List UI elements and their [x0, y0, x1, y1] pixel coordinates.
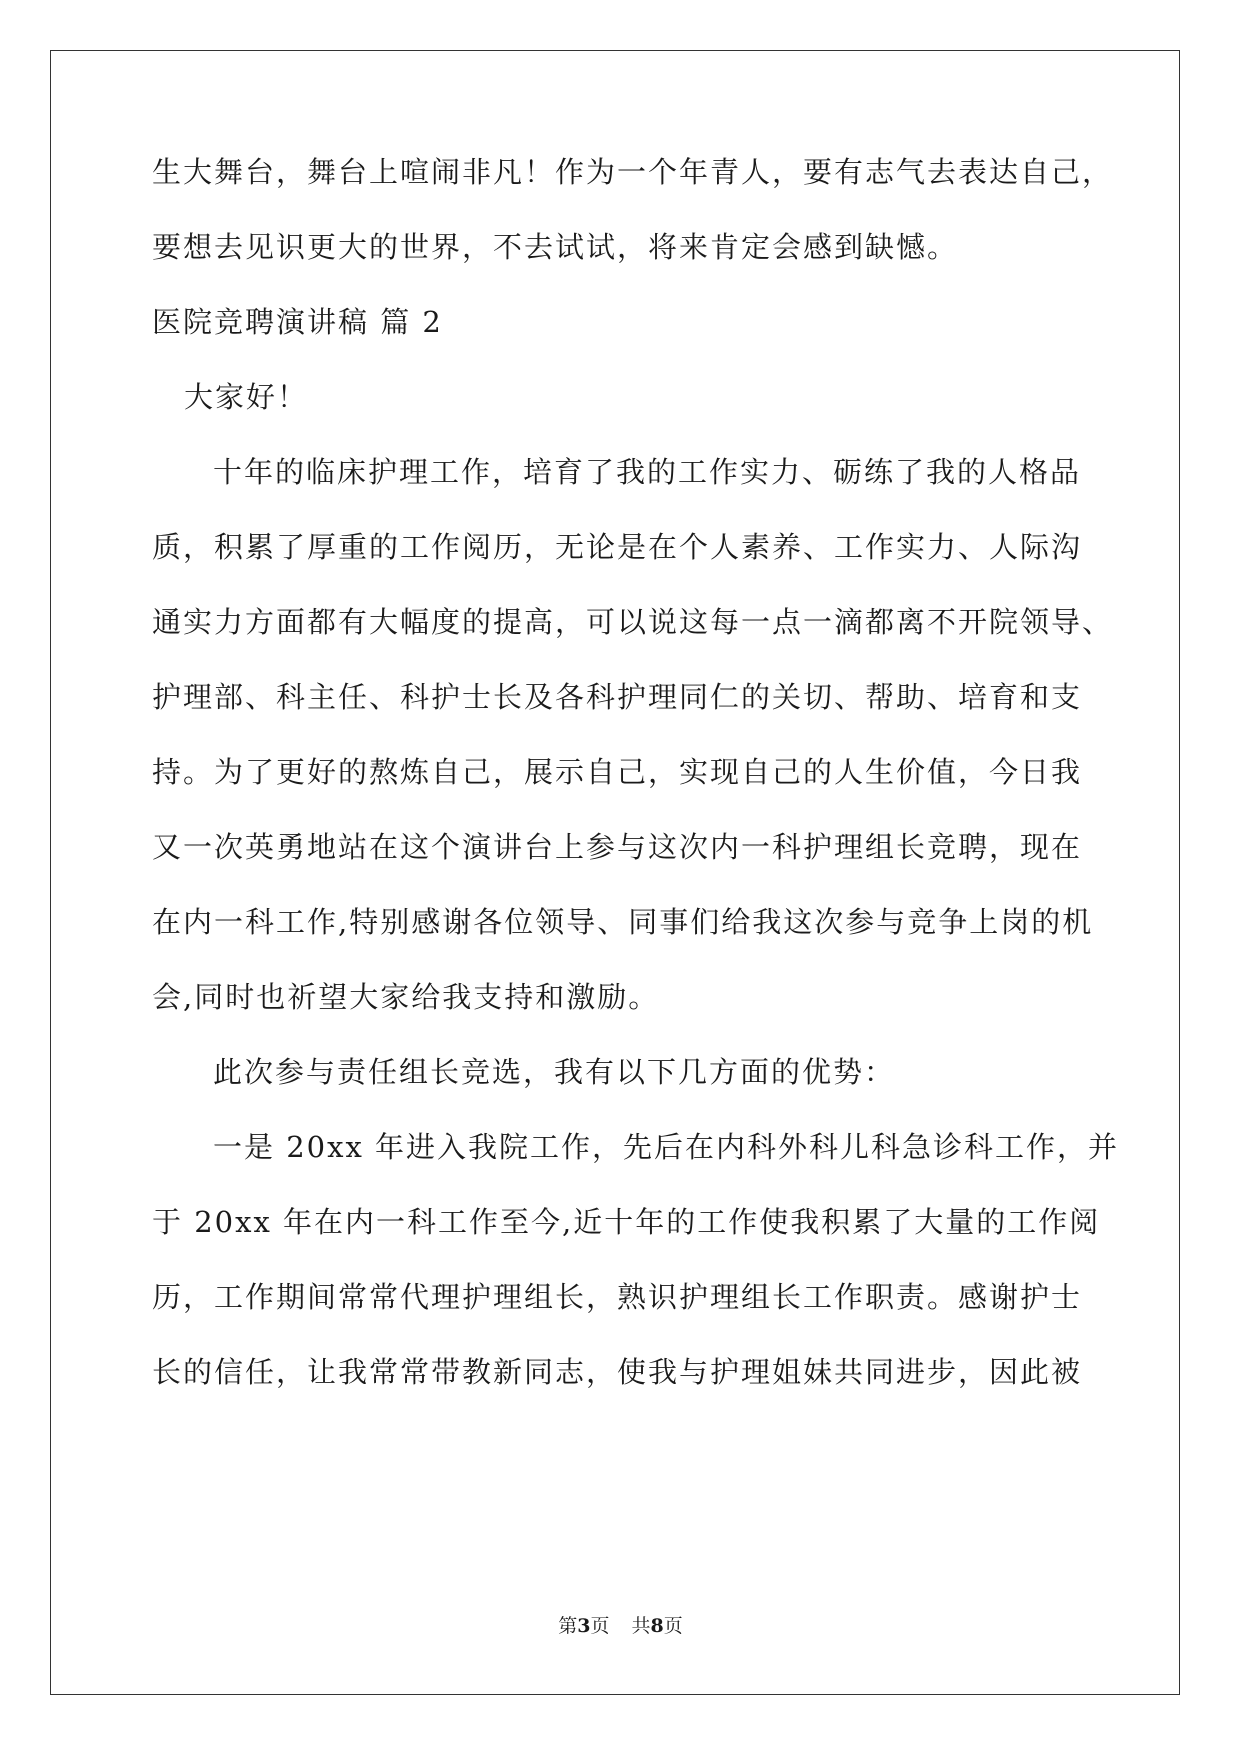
section-heading: 医院竞聘演讲稿 篇 2	[152, 305, 443, 339]
paragraph-line: 又一次英勇地站在这个演讲台上参与这次内一科护理组长竞聘，现在	[152, 830, 1083, 864]
paragraph-line: 于 20xx 年在内一科工作至今,近十年的工作使我积累了大量的工作阅	[152, 1205, 1101, 1239]
paragraph-line: 质，积累了厚重的工作阅历，无论是在个人素养、工作实力、人际沟	[152, 530, 1083, 564]
paragraph-line: 护理部、科主任、科护士长及各科护理同仁的关切、帮助、培育和支	[152, 680, 1083, 714]
footer-total-prefix: 共	[631, 1615, 651, 1637]
current-page-number: 3	[577, 1615, 591, 1637]
paragraph-line: 长的信任，让我常常带教新同志，使我与护理姐妹共同进步，因此被	[152, 1355, 1083, 1389]
paragraph-line: 此次参与责任组长竞选，我有以下几方面的优势：	[213, 1055, 896, 1089]
paragraph-line: 会,同时也祈望大家给我支持和激励。	[152, 980, 660, 1014]
greeting: 大家好！	[184, 380, 309, 414]
footer-suffix: 页	[663, 1615, 683, 1637]
page-border	[50, 50, 1180, 1695]
footer-prefix: 第	[558, 1615, 578, 1637]
total-page-count: 8	[650, 1615, 664, 1637]
paragraph-line: 十年的临床护理工作，培育了我的工作实力、砺练了我的人格品	[213, 455, 1082, 489]
page-footer	[0, 1614, 1241, 1638]
paragraph-line: 历，工作期间常常代理护理组长，熟识护理组长工作职责。感谢护士	[152, 1280, 1083, 1314]
paragraph-line: 持。为了更好的熬炼自己，展示自己，实现自己的人生价值，今日我	[152, 755, 1083, 789]
paragraph-line: 一是 20xx 年进入我院工作，先后在内科外科儿科急诊科工作，并	[213, 1130, 1120, 1164]
footer-page-label: 页	[590, 1615, 610, 1637]
paragraph-line: 通实力方面都有大幅度的提高，可以说这每一点一滴都离不开院领导、	[152, 605, 1114, 639]
paragraph-line: 在内一科工作,特别感谢各位领导、同事们给我这次参与竞争上岗的机	[152, 905, 1094, 939]
text-line: 要想去见识更大的世界，不去试试，将来肯定会感到缺憾。	[152, 230, 959, 264]
text-line: 生大舞台，舞台上喧闹非凡！作为一个年青人，要有志气去表达自己，	[152, 155, 1114, 189]
